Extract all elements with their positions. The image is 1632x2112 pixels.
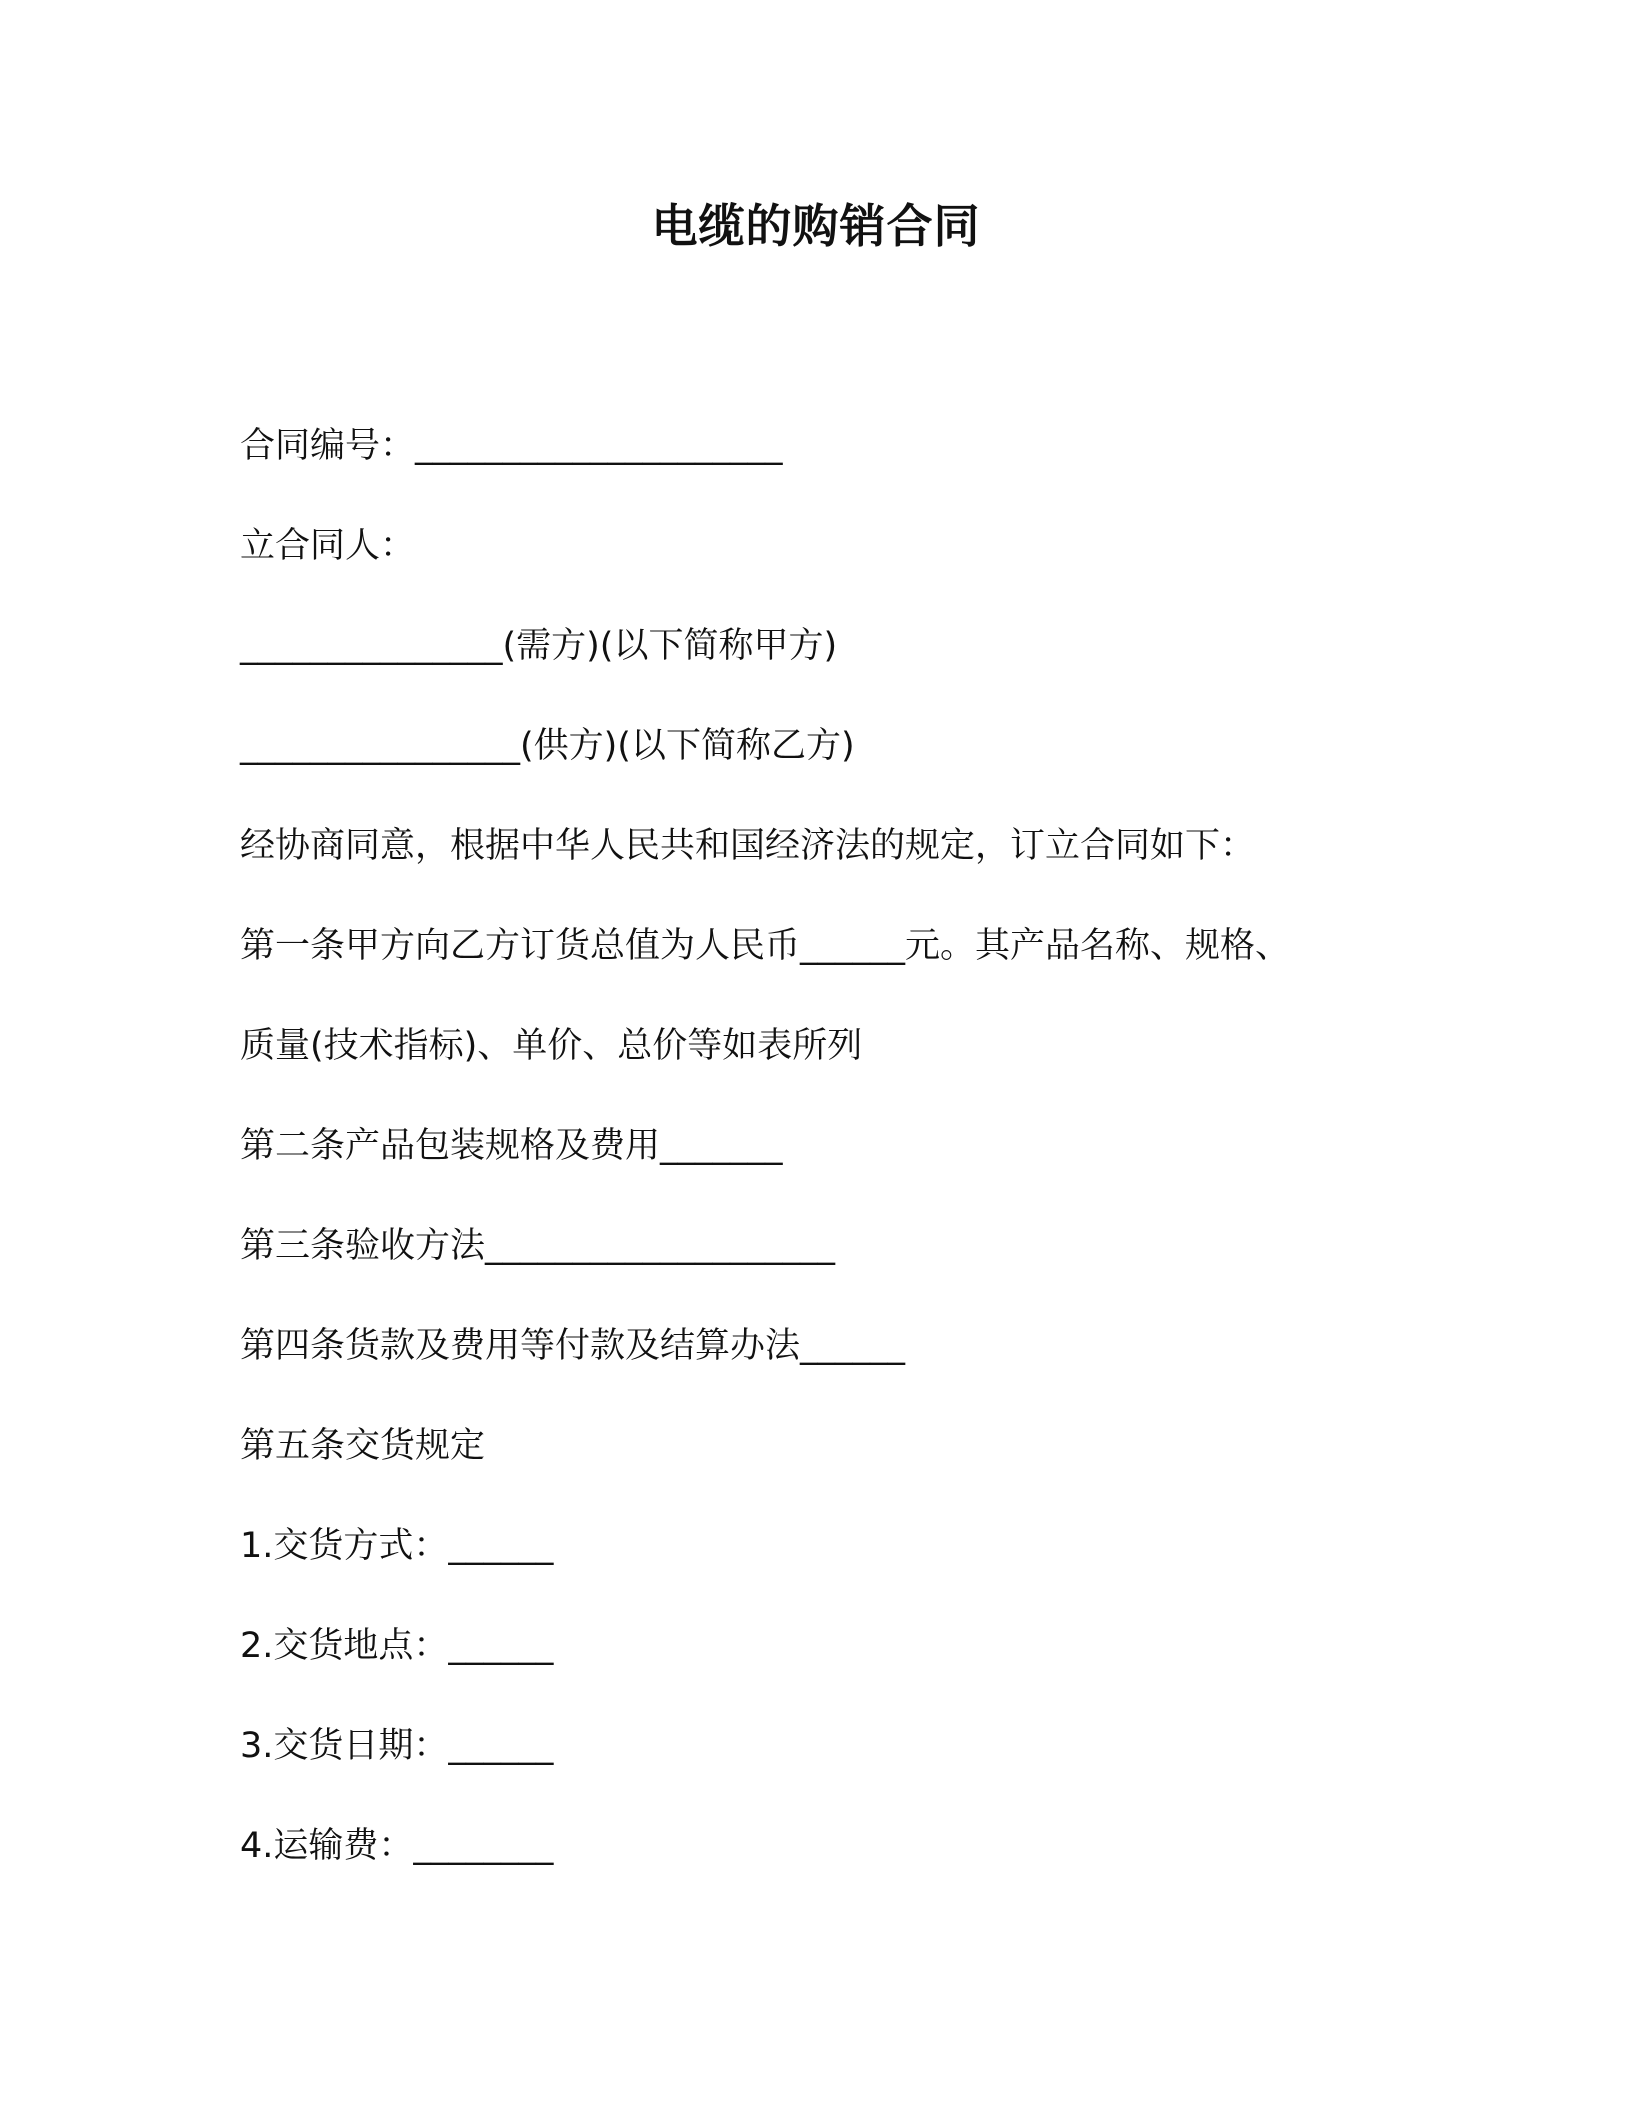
delivery-method-line: 1.交货方式：______ <box>240 1526 554 1566</box>
party-a-line: _______________(需方)(以下简称甲方) <box>240 626 838 666</box>
party-b-line: ________________(供方)(以下简称乙方) <box>240 726 855 766</box>
article-3-line: 第三条验收方法____________________ <box>240 1226 836 1266</box>
document-title: 电缆的购销合同 <box>651 199 981 253</box>
article-5-heading: 第五条交货规定 <box>240 1426 486 1466</box>
article-4-line: 第四条货款及费用等付款及结算办法______ <box>240 1326 906 1366</box>
article-1-line-2: 质量(技术指标)、单价、总价等如表所列 <box>240 1026 863 1066</box>
delivery-date-line: 3.交货日期：______ <box>240 1726 554 1766</box>
preamble-line: 经协商同意，根据中华人民共和国经济法的规定，订立合同如下： <box>240 826 1256 866</box>
contract-number-line: 合同编号：_____________________ <box>240 426 783 466</box>
contracting-parties-label: 立合同人： <box>240 526 416 566</box>
article-1-line-1: 第一条甲方向乙方订货总值为人民币______元。其产品名称、规格、 <box>240 926 1291 966</box>
article-2-line: 第二条产品包装规格及费用_______ <box>240 1126 783 1166</box>
delivery-location-line: 2.交货地点：______ <box>240 1626 554 1666</box>
transport-fee-line: 4.运输费：________ <box>240 1826 554 1866</box>
